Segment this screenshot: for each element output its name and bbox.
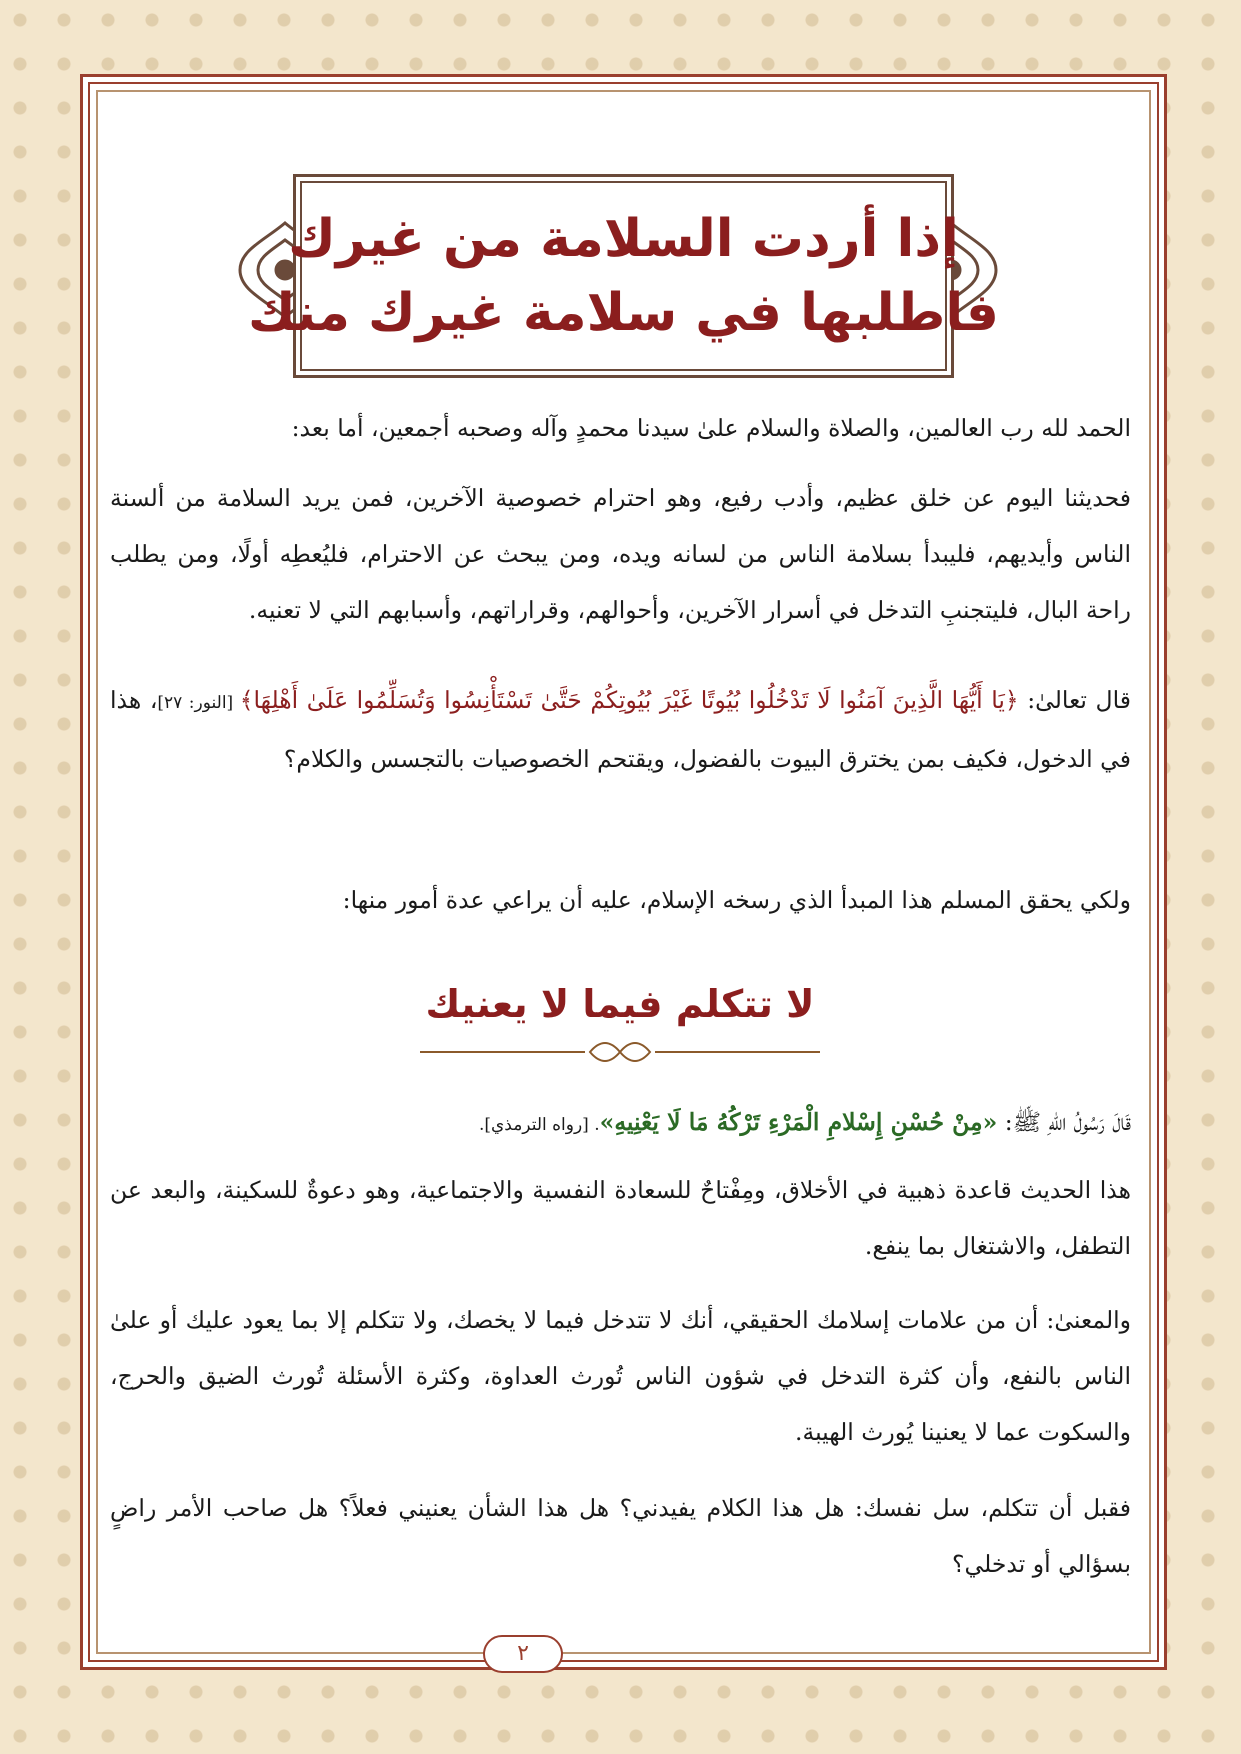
hadith-reference: . [رواه الترمذي]. — [478, 1115, 600, 1135]
verse-reference: [النور: ٢٧] — [157, 693, 240, 713]
verse-intro: قال تعالىٰ: — [1018, 686, 1131, 714]
verse-commentary: ، هذا في الدخول، فكيف بمن يخترق البيوت بالفضول، ويقتحم الخصوصيات بالتجسس والكلام؟ — [110, 686, 1131, 773]
title-box — [248, 174, 999, 378]
title-line-1: إذا أردت السلامة من غيرك — [288, 209, 959, 269]
title-line-2: فاطلبها في سلامة غيرك منك — [248, 283, 999, 343]
paragraph-matters: ولكي يحقق المسلم هذا المبدأ الذي رسخه الإسلام، عليه أن يراعي عدة أمور منها: — [342, 886, 1131, 914]
page-content — [100, 92, 1141, 1646]
paragraph-golden-rule: هذا الحديث قاعدة ذهبية في الأخلاق، ومِفْتاحٌ للسعادة النفسية والاجتماعية، وهو دعوةٌ للسكينة، والبعد عن التطفل، والاشتغال بما ينفع. — [110, 1176, 1131, 1260]
hadith-intro: قَالَ رَسُولُ اللهِ ﷺ: — [997, 1108, 1131, 1136]
paragraph-hadith — [110, 1094, 1131, 1153]
heading-divider-ornament — [420, 1037, 820, 1067]
section-heading: لا تتكلم فيما لا يعنيك — [425, 982, 815, 1026]
paragraph-meaning: والمعنىٰ: أن من علامات إسلامك الحقيقي، أنك لا تتدخل فيما لا يخصك، ولا تتكلم إلا بما يعود عليك أو علىٰ الناس بالنفع، وأن كثرة التدخل في شؤون الناس تُورث العداوة، وكثرة الأسئلة تُورث الضيق والحرج، والسكوت عما لا يعنينا يُورث الهيبة. — [110, 1306, 1131, 1446]
page-number: ٢ — [483, 1635, 563, 1673]
paragraph-intro: فحديثنا اليوم عن خلق عظيم، وأدب رفيع، وهو احترام خصوصية الآخرين، فمن يريد السلامة من ألسنة الناس وأيديهم، فليبدأ بسلامة الناس من لسانه ويده، ومن يبحث عن الاحترام، فليُعطِه أولًا، ومن يطلب راحة البال، فليتجنبِ التدخل في أسرار الآخرين، وأحوالهم، وقراراتهم، وأسبابهم التي لا تعنيه. — [110, 484, 1131, 624]
hadith-text: «مِنْ حُسْنِ إِسْلامِ الْمَرْءِ تَرْكُهُ مَا لَا يَعْنِيهِ» — [599, 1108, 998, 1136]
paragraph-ask-yourself: فقبل أن تتكلم، سل نفسك: هل هذا الكلام يفيدني؟ هل هذا الشأن يعنيني فعلاً؟ هل صاحب الأمر راضٍ بسؤالي أو تدخلي؟ — [110, 1494, 1131, 1578]
paragraph-quran-verse — [110, 672, 1131, 787]
quran-verse: ﴿يَا أَيُّهَا الَّذِينَ آمَنُوا لَا تَدْخُلُوا بُيُوتًا غَيْرَ بُيُوتِكُمْ حَتَّىٰ تَسْتَأْنِسُوا وَتُسَلِّمُوا عَلَىٰ أَهْلِهَا﴾ — [239, 686, 1019, 714]
paragraph-opening: الحمد لله رب العالمين، والصلاة والسلام علىٰ سيدنا محمدٍ وآله وصحبه أجمعين، أما بعد: — [291, 414, 1131, 442]
